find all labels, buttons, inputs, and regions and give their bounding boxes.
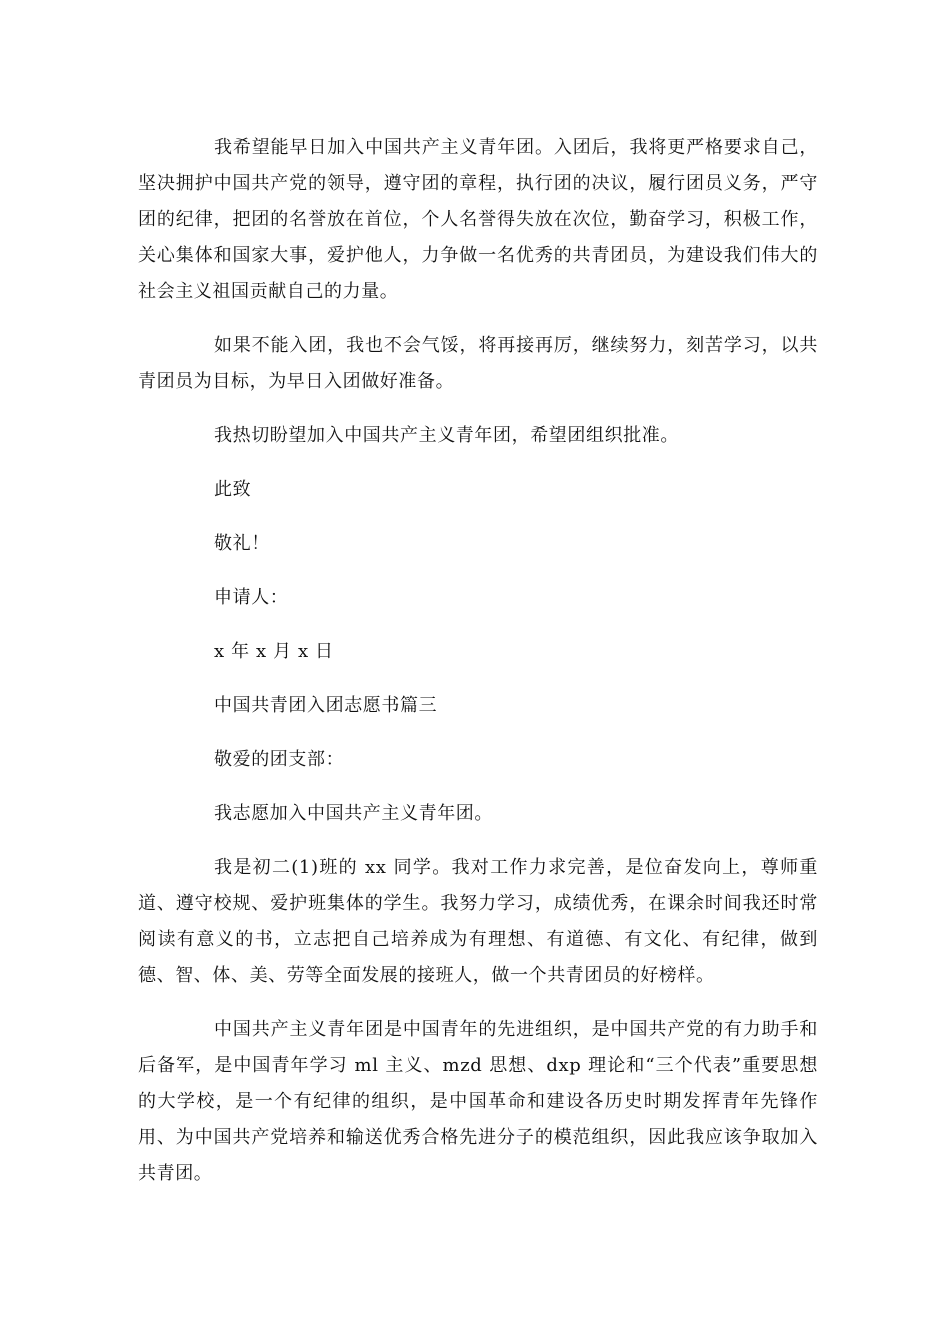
section-title: 中国共青团入团志愿书篇三 — [214, 695, 438, 716]
paragraph-intent: 我志愿加入中国共产主义青年团。 — [214, 803, 493, 824]
paragraph-hope-approval: 我热切盼望加入中国共产主义青年团，希望团组织批准。 — [214, 425, 679, 446]
closing-respect: 敬礼！ — [214, 533, 270, 554]
paragraph-self-intro: 我是初二(1)班的 xx 同学。我对工作力求完善，是位奋发向上，尊师重道、遵守校规、爱护班集体的学生。我努力学习，成绩优秀，在课余时间我还时常阅读有意义的书，立志把自己培养成为有理想、有道德、有文化、有纪律，做到德、智、体、美、劳等全面发展的接班人，做一个共青团员的好榜样。 — [138, 857, 818, 986]
date-line: x 年 x 月 x 日 — [214, 641, 334, 662]
paragraph-commitment: 我希望能早日加入中国共产主义青年团。入团后，我将更严格要求自己，坚决拥护中国共产党的领导，遵守团的章程，执行团的决议，履行团员义务，严守团的纪律，把团的名誉放在首位，个人名誉得失放在次位，勤奋学习，积极工作，关心集体和国家大事，爱护他人，力争做一名优秀的共青团员，为建设我们伟大的社会主义祖国贡献自己的力量。 — [138, 137, 818, 302]
applicant-label: 申请人： — [214, 587, 289, 608]
greeting: 敬爱的团支部： — [214, 749, 345, 770]
closing-salutation: 此致 — [214, 479, 252, 500]
document-body — [138, 130, 818, 1192]
paragraph-about-league: 中国共产主义青年团是中国青年的先进组织，是中国共产党的有力助手和后备军，是中国青年学习 ml 主义、mzd 思想、dxp 理论和“三个代表”重要思想的大学校，是一个有纪律的组织，是中国革命和建设各历史时期发挥青年先锋作用、为中国共产党培养和输送优秀合格先进分子的模范组织，因此我应该争取加入共青团。 — [138, 1019, 818, 1184]
paragraph-if-not-admitted: 如果不能入团，我也不会气馁，将再接再厉，继续努力，刻苦学习，以共青团员为目标，为早日入团做好准备。 — [138, 335, 818, 392]
